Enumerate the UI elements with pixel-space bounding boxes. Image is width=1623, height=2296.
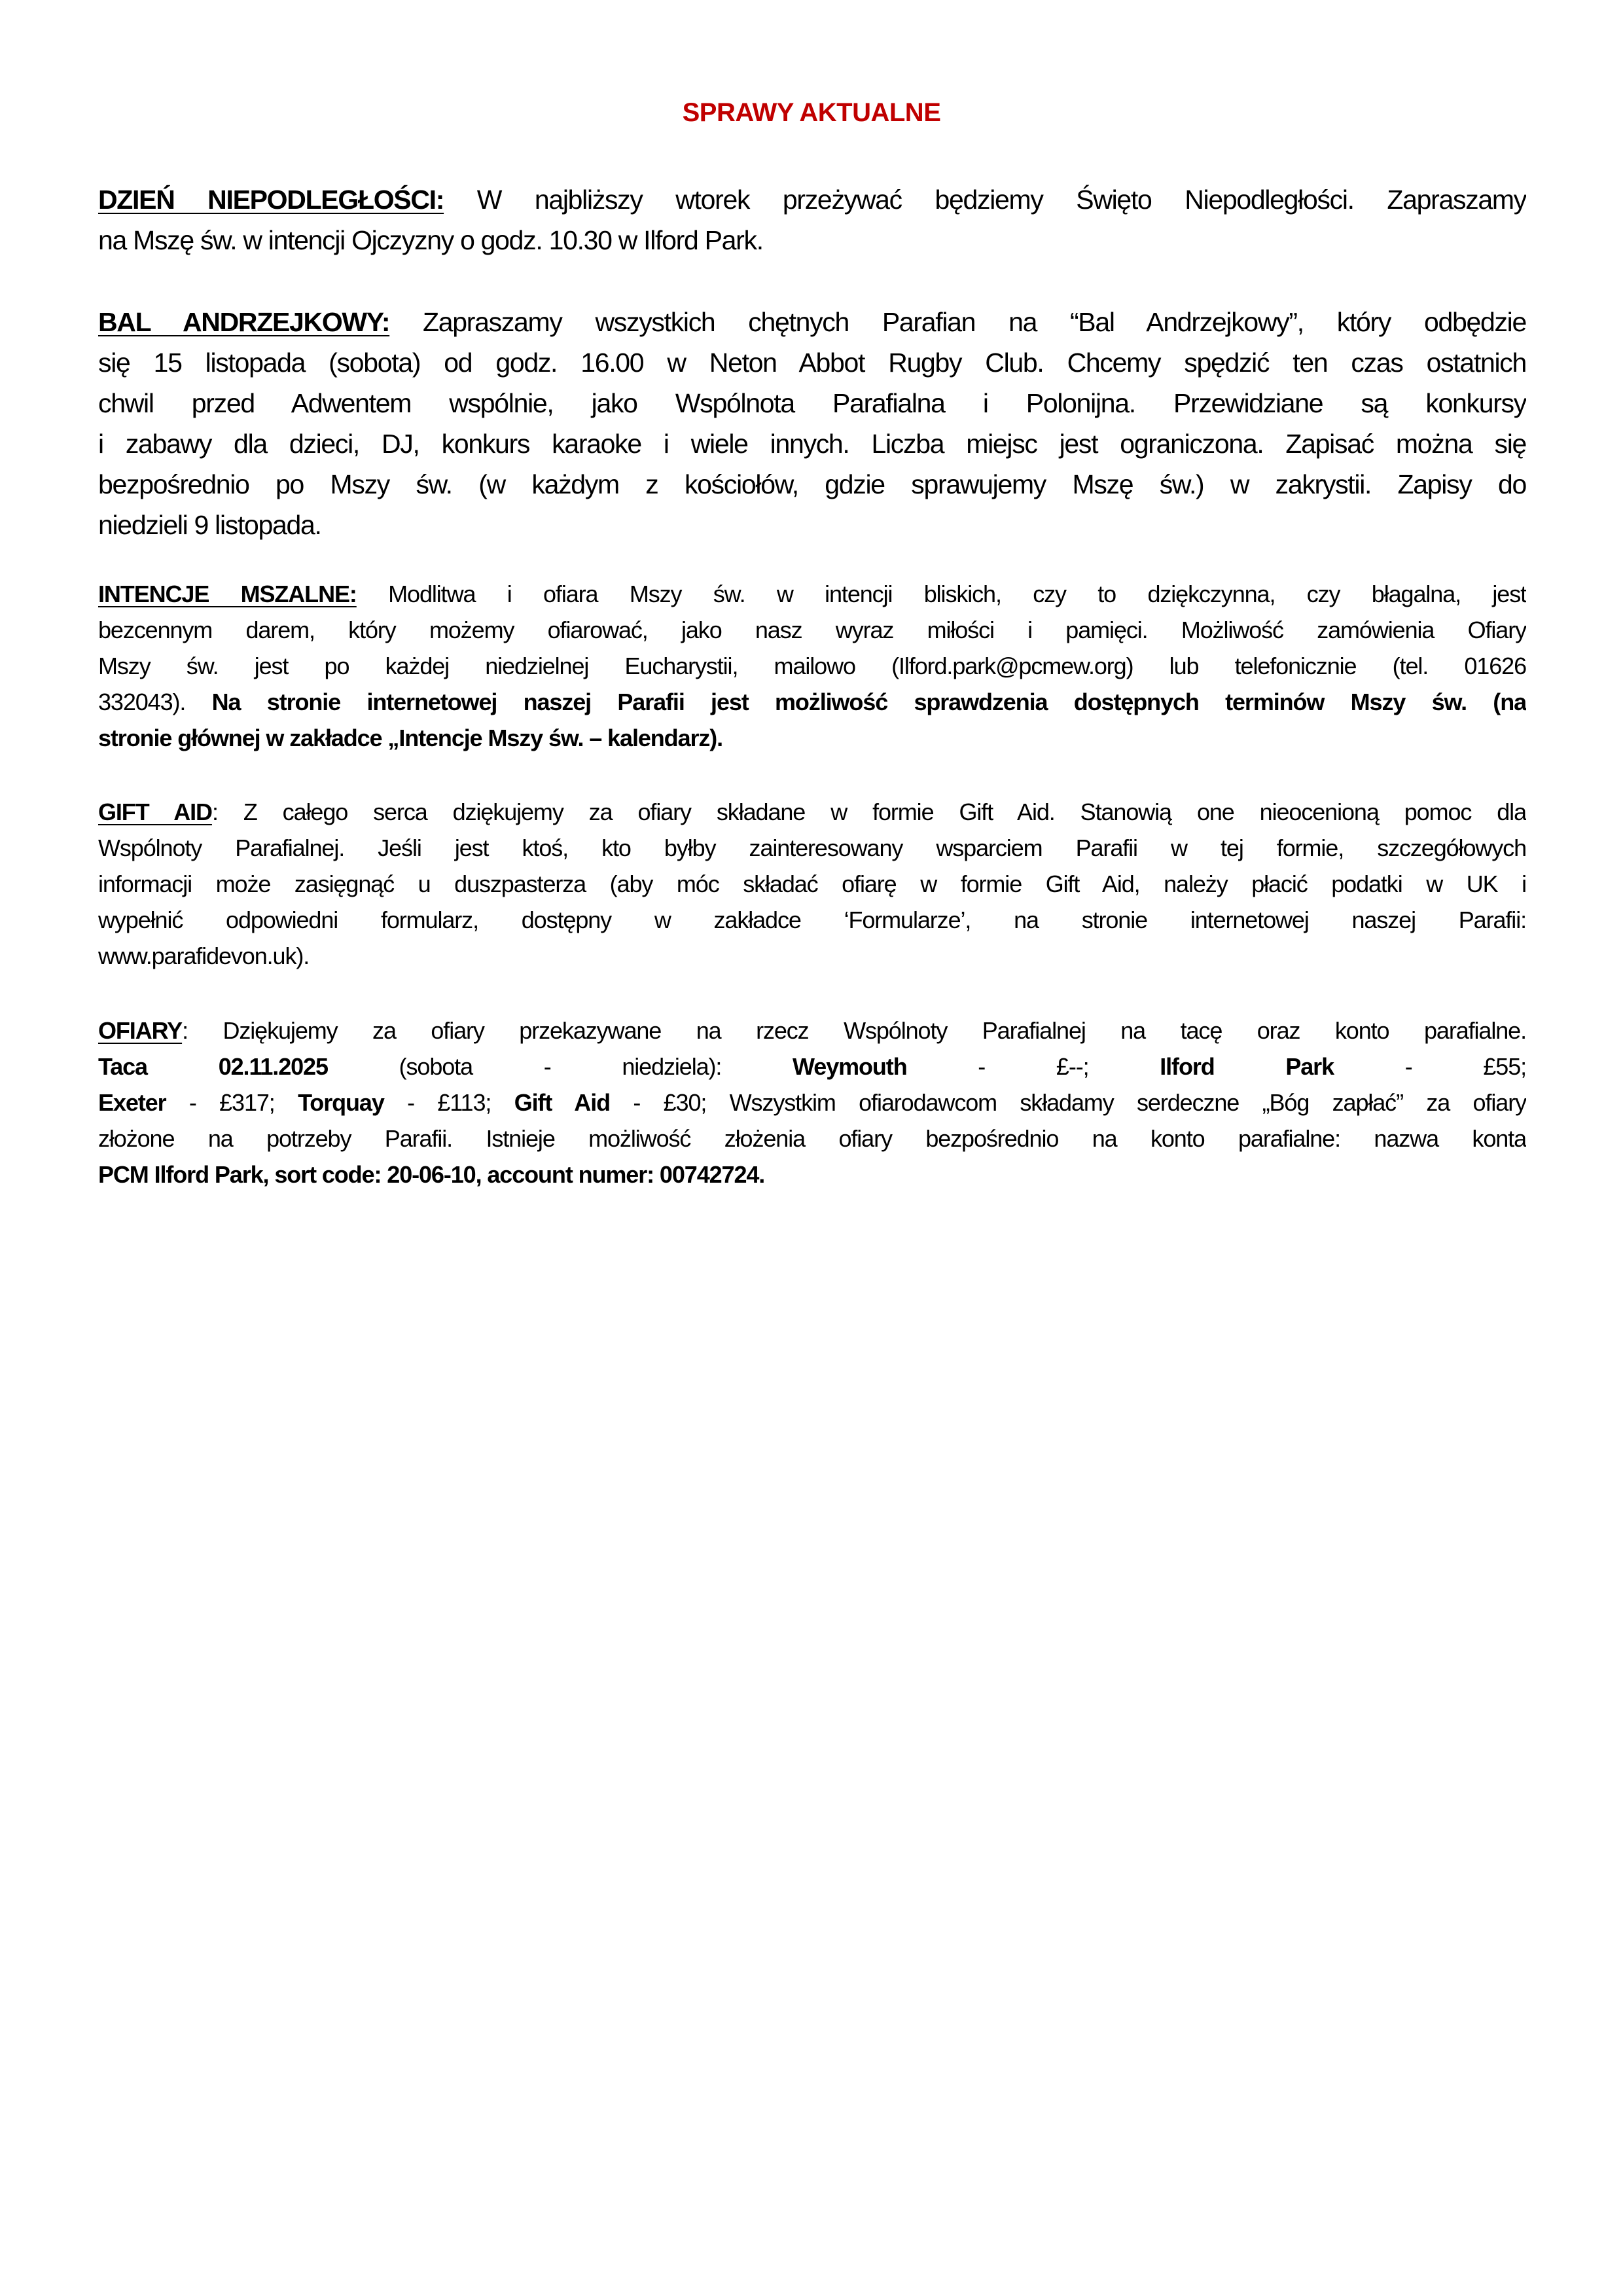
text-run: Taca 02.11.2025	[98, 1053, 328, 1080]
paragraph-line	[98, 648, 1526, 684]
paragraph-line	[98, 220, 1526, 260]
text-run: Torquay	[298, 1089, 384, 1116]
text-run: stronie głównej w zakładce „Intencje Mszy św. – kalendarz).	[98, 725, 723, 751]
text-run: - £55;	[1334, 1053, 1526, 1080]
text-run: W najbliższy wtorek przeżywać będziemy Święto Niepodległości. Zapraszamy	[444, 185, 1526, 215]
text-run: wypełnić odpowiedni formularz, dostępny w zakładce ‘Formularze’, na stronie internetowej naszej Parafii:	[98, 906, 1526, 933]
page-title: SPRAWY AKTUALNE	[682, 98, 941, 127]
paragraph-line	[98, 179, 1526, 220]
text-run: na Mszę św. w intencji Ojczyzny o godz. 10.30 w Ilford Park.	[98, 225, 763, 255]
paragraph-line	[98, 684, 1526, 720]
text-run: PCM Ilford Park, sort code: 20-06-10, account numer: 00742724.	[98, 1161, 765, 1188]
section-heading: INTENCJE MSZALNE:	[98, 581, 357, 607]
text-run: - £30; Wszystkim ofiarodawcom składamy serdeczne „Bóg zapłać” za ofiary	[610, 1089, 1526, 1116]
section-heading: BAL ANDRZEJKOWY:	[98, 307, 390, 337]
text-run: Ilford Park	[1160, 1053, 1334, 1080]
text-run: Zapraszamy wszystkich chętnych Parafian na “Bal Andrzejkowy”, który odbędzie	[389, 307, 1526, 337]
text-run: : Z całego serca dziękujemy za ofiary składane w formie Gift Aid. Stanowią one nieocenioną pomoc dla	[211, 798, 1526, 825]
paragraph-line	[98, 938, 1526, 974]
section-dzien-niepodleglosci	[98, 179, 1526, 260]
text-run: złożone na potrzeby Parafii. Istnieje możliwość złożenia ofiary bezpośrednio na konto parafialne: nazwa konta	[98, 1125, 1526, 1152]
text-run: Wspólnoty Parafialnej. Jeśli jest ktoś, kto byłby zainteresowany wsparciem Parafii w tej formie, szczegółowych	[98, 834, 1526, 861]
paragraph-line	[98, 902, 1526, 938]
paragraph-line	[98, 794, 1526, 830]
text-run: Mszy św. jest po każdej niedzielnej Eucharystii, mailowo (Ilford.park@pcmew.org) lub telefonicznie (tel. 01626	[98, 653, 1526, 679]
section-heading: OFIARY	[98, 1017, 183, 1044]
text-run: 332043).	[98, 689, 212, 715]
text-run: (sobota - niedziela):	[327, 1053, 793, 1080]
paragraph-line	[98, 576, 1526, 612]
paragraph-line	[98, 464, 1526, 505]
paragraph-line	[98, 1085, 1526, 1121]
paragraph-line	[98, 342, 1526, 383]
paragraph-line	[98, 866, 1526, 902]
text-run: - £113;	[383, 1089, 514, 1116]
paragraph-line	[98, 1013, 1526, 1049]
paragraph-line	[98, 720, 1526, 756]
paragraph-line	[98, 612, 1526, 648]
paragraph-line	[98, 1157, 1526, 1193]
section-heading: GIFT AID	[98, 798, 212, 825]
text-run: informacji może zasięgnąć u duszpasterza (aby móc składać ofiarę w formie Gift Aid, należy płacić podatki w UK i	[98, 870, 1526, 897]
text-run: : Dziękujemy za ofiary przekazywane na rzecz Wspólnoty Parafialnej na tacę oraz konto parafialne.	[182, 1017, 1526, 1044]
text-run: się 15 listopada (sobota) od godz. 16.00 w Neton Abbot Rugby Club. Chcemy spędzić ten czas ostatnich	[98, 348, 1526, 378]
text-run: chwil przed Adwentem wspólnie, jako Wspólnota Parafialna i Polonijna. Przewidziane są konkursy	[98, 388, 1526, 418]
section-bal-andrzejkowy	[98, 302, 1526, 545]
paragraph-line	[98, 423, 1526, 464]
paragraph-line	[98, 830, 1526, 866]
text-run: Weymouth	[793, 1053, 907, 1080]
paragraph-line	[98, 302, 1526, 342]
text-run: - £317;	[166, 1089, 298, 1116]
text-run: Na stronie internetowej naszej Parafii jest możliwość sprawdzenia dostępnych terminów Mszy św. (na	[211, 689, 1526, 715]
paragraph-line	[98, 505, 1526, 545]
text-run: Gift Aid	[514, 1089, 610, 1116]
text-run: Exeter	[98, 1089, 166, 1116]
text-run: www.parafidevon.uk).	[98, 942, 310, 969]
text-run: - £--;	[906, 1053, 1160, 1080]
section-heading: DZIEŃ NIEPODLEGŁOŚCI:	[98, 185, 444, 215]
text-run: niedzieli 9 listopada.	[98, 510, 321, 540]
section-intencje-mszalne	[98, 576, 1526, 756]
text-run: i zabawy dla dzieci, DJ, konkurs karaoke i wiele innych. Liczba miejsc jest ograniczona. Zapisać można się	[98, 429, 1526, 459]
paragraph-line	[98, 1121, 1526, 1157]
section-ofiary	[98, 1013, 1526, 1193]
section-gift-aid	[98, 794, 1526, 974]
text-run: Modlitwa i ofiara Mszy św. w intencji bliskich, czy to dziękczynna, czy błagalna, jest	[356, 581, 1526, 607]
text-run: bezcennym darem, który możemy ofiarować, jako nasz wyraz miłości i pamięci. Możliwość zamówienia Ofiary	[98, 617, 1526, 643]
paragraph-line	[98, 383, 1526, 423]
text-run: bezpośrednio po Mszy św. (w każdym z kościołów, gdzie sprawujemy Mszę św.) w zakrystii. Zapisy do	[98, 469, 1526, 499]
paragraph-line	[98, 1049, 1526, 1085]
